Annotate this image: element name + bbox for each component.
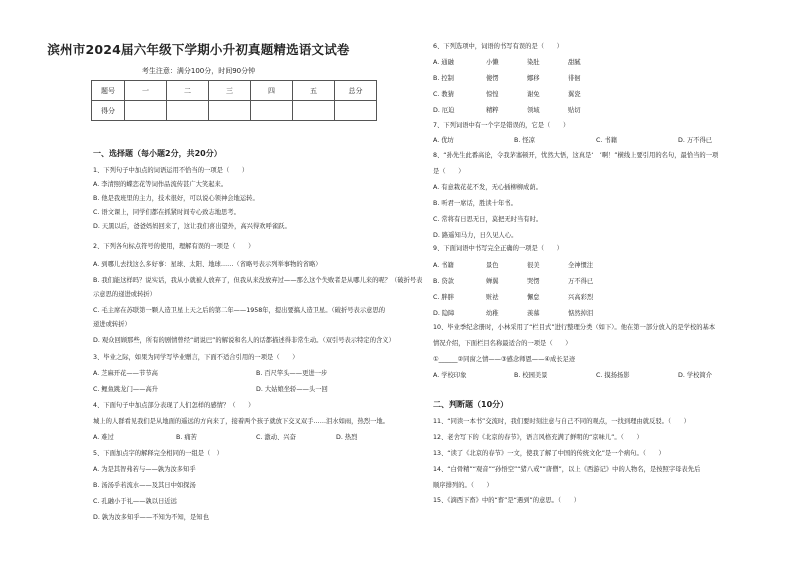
option-word: 领域 (527, 107, 540, 114)
option-line: A. 为是其智弗若与——孰为汝多知乎 (93, 466, 196, 473)
option-word: 娜移 (527, 75, 540, 82)
judge-item: 11、“同读一本书”交流时，我们要时刻注意与自己不同的观点，一找到理由就反驳。（ ） (433, 418, 690, 425)
judge-item: 14、“白骨精”“观音”“孙悟空”“猪八戒”“唐僧”，以上《西游记》中的人物名，是按照字母表先后 (433, 466, 701, 473)
option-line: B. 校园美景 (514, 372, 548, 379)
option-line: B. 控制 (433, 75, 454, 82)
option-line: D. 天黑以后，爸爸妈妈回来了，这让我们喜出望外，高兴得欢呼雀跃。 (93, 223, 291, 230)
question-stem: 9、下面词语中书写完全正确的一项是（ ） (433, 245, 563, 252)
option-line: B. 痛苦 (176, 434, 197, 441)
score-row-label: 得分 (92, 101, 125, 121)
option-line: D. 热烈 (336, 434, 358, 441)
option-line: B. 听君一席话，胜读十年书。 (433, 200, 517, 207)
option-line: B. 汤汤乎若流水——及其日中如探汤 (93, 482, 196, 489)
option-line: B. 百尺竿头——更进一步 (256, 370, 328, 377)
option-word: 哭愣 (527, 278, 540, 285)
question-stem-continued: 是（ ） (433, 168, 465, 175)
question-stem: 3、毕业之际，如果为同学写毕业赠言，下面不适合引用的一项是（ ） (93, 354, 299, 361)
score-header-cell: 一 (125, 81, 167, 101)
option-line: B. 怪凉 (514, 137, 535, 144)
option-line: D. 厄迫 (433, 107, 455, 114)
question-stem: 2、下列各句标点符号的使用，理解有误的一项是（ ） (93, 243, 255, 250)
score-header-cell: 五 (293, 81, 335, 101)
question-stem: 1、下列句子中加点的词语运用不恰当的一项是（ ） (93, 167, 249, 174)
option-word: 万不得已 (568, 278, 594, 285)
judge-item: 顺序排列的。（ ） (433, 482, 493, 489)
score-header-cell: 三 (209, 81, 251, 101)
option-line: D. 路遥知马力，日久见人心。 (433, 232, 518, 239)
question-stem: 7、下列词语中有一个字是错误的，它是（ ） (433, 122, 570, 129)
option-line: A. 有意栽花花不发，无心插柳柳成荫。 (433, 184, 542, 191)
option-word: 徘徊 (568, 75, 581, 82)
option-line: B. 他是我班里的主力，技术很好，可以说心领神会地运转。 (93, 195, 259, 202)
option-word: 蝉翼 (486, 278, 499, 285)
option-word: 兴高彩烈 (568, 294, 594, 301)
option-line: C. 孔融小于礼——孰以日近远 (93, 498, 177, 505)
option-line: A. 优坊 (433, 137, 454, 144)
option-word: 染肚 (527, 59, 540, 66)
option-line: C. 常将有日思无日，莫把无时当有时。 (433, 216, 543, 223)
question-stem: 8、“孙先生此番高论，令我茅塞顿开，忧然大悟，这真是‘ ’啊！”横线上要引用的名句，最恰当的一项 (433, 152, 719, 159)
score-table-header-row (92, 81, 377, 101)
section-heading-judge: 二、判断题（10分） (433, 400, 509, 409)
right-page (397, 0, 794, 562)
option-line: C. 摸扬扬影 (596, 372, 630, 379)
option-line: D. 孰为汝多知乎——不知为不知，是知也 (93, 514, 209, 521)
option-line: C. 语文课上，同学们都在抓紧时间专心致志地思考。 (93, 209, 240, 216)
option-word: 甜腻 (568, 59, 581, 66)
option-word: 贴切 (568, 107, 581, 114)
option-line: A. 通融 (433, 59, 454, 66)
score-header-cell: 二 (167, 81, 209, 101)
option-line: D. 万不得已 (678, 137, 713, 144)
option-word: 幼稚 (486, 310, 499, 317)
exam-title: 滨州市2024届六年级下学期小升初真题精选语文试卷 (47, 42, 350, 57)
option-word: 翼瓷 (568, 91, 581, 98)
option-line: D. 大姑娘坐轿——头一回 (256, 386, 328, 393)
option-line: C. 鲤鱼跳龙门——高升 (93, 386, 159, 393)
question-stem-continued: 情况介绍，下面栏目名称最适合的一项是（ ） (433, 340, 572, 347)
option-word: 惊惶 (486, 91, 499, 98)
judge-item: 13、“读了《北京的春节》一文，使我了解了中国的传统文化”是一个病句。（ ） (433, 450, 665, 457)
option-line: D. 学校简介 (678, 372, 713, 379)
score-header-cell: 总分 (335, 81, 377, 101)
option-word: 精粹 (486, 107, 499, 114)
score-input-cell[interactable] (209, 101, 251, 121)
score-input-cell[interactable] (251, 101, 293, 121)
option-line: D. 隐障 (433, 310, 455, 317)
option-word: 傻愣 (486, 75, 499, 82)
option-line: A. 书籍 (433, 262, 454, 269)
option-word: 懈怠 (527, 294, 540, 301)
option-line: 示意思的递进或转折） (93, 291, 156, 298)
score-input-cell[interactable] (335, 101, 377, 121)
option-line: C. 毛主席在苏联第一颗人造卫星上天之后的第二年——1958年，提出要搞人造卫星。（破折号表示意思的 (93, 307, 386, 314)
option-line: A. 难过 (93, 434, 114, 441)
option-word: 赃祛 (486, 294, 499, 301)
score-input-cell[interactable] (167, 101, 209, 121)
question-stem: 6、下列选项中，词语的书写有误的是（ ） (433, 43, 563, 50)
question-list: ①______②同窗之情——③感念师恩——④成长足迹 (433, 356, 576, 363)
option-line: A. 到哪儿去找这么多好事：星球、太阳、地球……（省略号表示列举事物的省略） (93, 261, 322, 268)
judge-item: 15、《滴西下畜》中的“畜”是“遇到”的意思。（ ） (433, 497, 580, 504)
score-input-cell[interactable] (293, 101, 335, 121)
option-word: 羡慕 (527, 310, 540, 317)
option-line: A. 李清照的蝶恋花等词作品流传甚广大笑起来。 (93, 181, 228, 188)
option-line: C. 激动、兴奋 (256, 434, 296, 441)
question-text: 城上的人群看见我们是从地面的遥远的方向来了，接着两个孩子就放下交叉双手……泪水如雨，热烈一地。 (93, 418, 389, 425)
option-word: 全神惯注 (568, 262, 594, 269)
option-word: 小懒 (486, 59, 499, 66)
score-input-cell[interactable] (125, 101, 167, 121)
option-line: C. 书籍 (596, 137, 617, 144)
option-line: C. 教猜 (433, 91, 454, 98)
option-line: B. 贷款 (433, 278, 454, 285)
option-line: D. 观众回顾那些，所有的剧情曾经“胡说巴”的解说和名人的话都描述得非常生动。（双引号表示特定的含义） (93, 337, 395, 344)
option-line: A. 芝麻开花——节节高 (93, 370, 158, 377)
option-line: 递进或转折） (93, 321, 131, 328)
question-stem: 4、下面句子中加点部分表现了人们怎样的感情？（ ） (93, 402, 255, 409)
question-stem: 5、下面加点字的解释完全相同的一组是（ ） (93, 450, 223, 457)
option-line: A. 学校印象 (433, 372, 467, 379)
judge-item: 12、老舍写下的《北京的春节》，语言风格充满了鲜明的“京味儿”。（ ） (433, 434, 643, 441)
exam-notice: 考生注意：满分100分，时间90分钟 (141, 67, 256, 75)
option-line: C. 胖胖 (433, 294, 454, 301)
score-header-cell: 四 (251, 81, 293, 101)
option-word: 很美 (527, 262, 540, 269)
question-stem: 10、毕业季纪念册时，小林采用了“栏目式”进行整理分类（如下）。他在第一部分放入的是学校的基本 (433, 324, 716, 331)
option-word: 景色 (486, 262, 499, 269)
score-table-score-row (92, 101, 377, 121)
option-line: B. 我们能这样吗？说实话，我从小就被人放弃了，但我从来没放弃过——那么这个失败者是从哪儿来的呢？（破折号表 (93, 277, 423, 284)
score-table (91, 80, 377, 121)
option-word: 惦然掉泪 (568, 310, 594, 317)
score-header-cell: 题号 (92, 81, 125, 101)
section-heading-choice: 一、选择题（每小题2分，共20分） (93, 149, 222, 158)
option-word: 谢免 (527, 91, 540, 98)
